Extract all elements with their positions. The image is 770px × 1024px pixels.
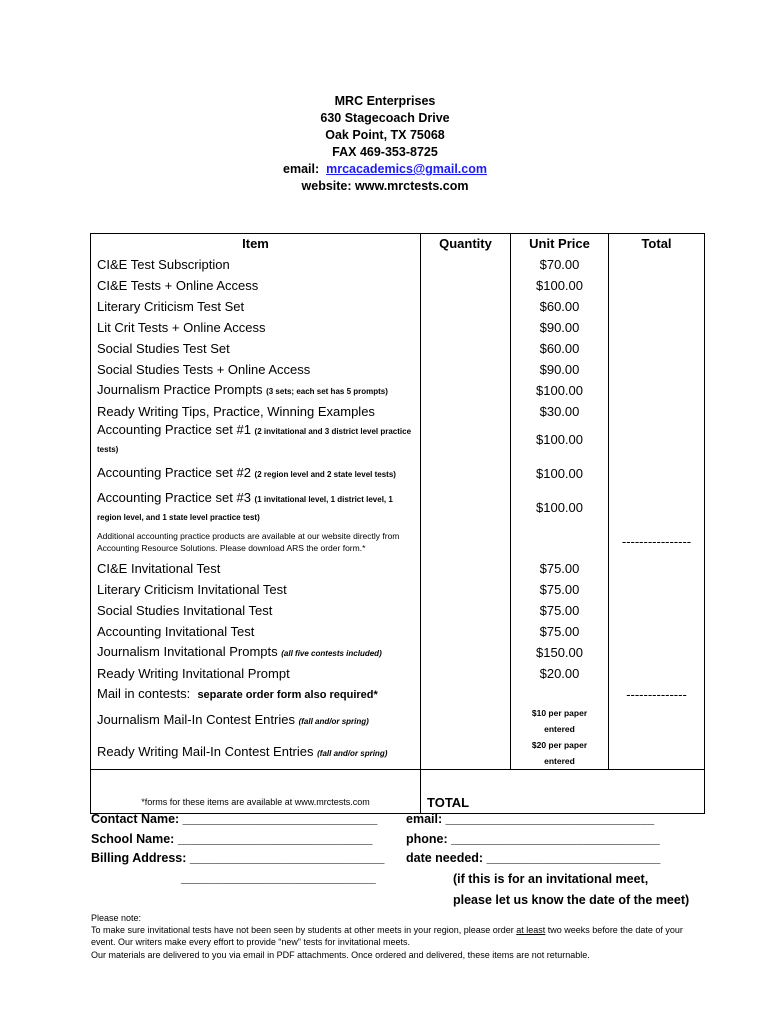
unit-price: $75.00 [511, 600, 609, 621]
quantity-cell[interactable] [421, 663, 511, 684]
table-row [91, 684, 705, 705]
quantity-cell[interactable] [421, 579, 511, 600]
item-note: (fall and/or spring) [298, 717, 369, 726]
unit-price: $30.00 [511, 401, 609, 422]
quantity-cell[interactable] [421, 380, 511, 401]
header-unit-price: Unit Price [511, 234, 609, 255]
unit-price: $100.00 [511, 380, 609, 401]
table-row [91, 558, 705, 579]
quantity-cell[interactable] [421, 458, 511, 490]
quantity-cell [421, 684, 511, 705]
total-cell[interactable] [609, 422, 705, 458]
unit-price: $100.00 [511, 458, 609, 490]
table-row [91, 737, 705, 770]
item-note: separate order form also required* [197, 689, 378, 701]
header-total: Total [609, 234, 705, 255]
quantity-cell[interactable] [421, 490, 511, 526]
header-quantity: Quantity [421, 234, 511, 255]
row-item: Ready Writing Tips, Practice, Winning Examples [91, 401, 421, 422]
item-name: Mail in contests: [97, 686, 191, 701]
table-row [91, 458, 705, 490]
quantity-cell[interactable] [421, 359, 511, 380]
city-address: Oak Point, TX 75068 [325, 128, 445, 142]
row-item [91, 490, 421, 526]
item-note: (all five contests included) [281, 648, 382, 658]
table-row [91, 422, 705, 458]
invitational-note [453, 869, 689, 911]
grand-total-cell[interactable] [609, 770, 705, 814]
item-note: (1 invitational level, 1 district level, 1 region level, and 1 state level practice test) [97, 495, 393, 522]
total-cell[interactable] [609, 490, 705, 526]
item-note: (fall and/or spring) [317, 749, 388, 758]
table-row [91, 275, 705, 296]
quantity-cell[interactable] [421, 705, 511, 737]
unit-price: $60.00 [511, 338, 609, 359]
quantity-cell[interactable] [421, 642, 511, 663]
total-cell[interactable] [609, 579, 705, 600]
total-cell[interactable] [609, 275, 705, 296]
row-item [91, 642, 421, 663]
total-cell[interactable] [609, 296, 705, 317]
item-name: Accounting Practice set #3 [97, 490, 251, 505]
note-line-1a: To make sure invitational tests have not been seen by students at other meets in your region, please order [91, 925, 517, 936]
contact-name-field[interactable]: Contact Name: ____________________________ [91, 812, 378, 826]
row-item [91, 458, 421, 490]
total-cell[interactable] [609, 359, 705, 380]
order-table [90, 233, 705, 814]
table-row [91, 526, 705, 558]
quantity-cell[interactable] [421, 600, 511, 621]
unit-price [511, 526, 609, 558]
quantity-cell[interactable] [421, 422, 511, 458]
please-note [91, 912, 691, 961]
table-footer [91, 770, 705, 814]
unit-price: $75.00 [511, 579, 609, 600]
unit-price: $100.00 [511, 490, 609, 526]
table-header [91, 234, 705, 255]
row-item: CI&E Tests + Online Access [91, 275, 421, 296]
total-dashes: ---------------- [609, 526, 705, 558]
quantity-cell[interactable] [421, 621, 511, 642]
item-name: Journalism Mail-In Contest Entries [97, 712, 295, 727]
email-field[interactable]: email: ______________________________ [406, 812, 655, 826]
row-item: Accounting Invitational Test [91, 621, 421, 642]
total-cell[interactable] [609, 401, 705, 422]
unit-price: $20 per paper entered [511, 737, 609, 770]
contact-right [406, 810, 660, 869]
table-row [91, 317, 705, 338]
table-row [91, 359, 705, 380]
unit-price [511, 684, 609, 705]
quantity-cell[interactable] [421, 737, 511, 770]
total-spacer [511, 770, 609, 814]
unit-price: $70.00 [511, 254, 609, 275]
row-item: Social Studies Tests + Online Access [91, 359, 421, 380]
website-line: website: www.mrctests.com [301, 179, 469, 193]
unit-price: $90.00 [511, 317, 609, 338]
quantity-cell[interactable] [421, 401, 511, 422]
total-cell[interactable] [609, 338, 705, 359]
row-item [91, 737, 421, 770]
item-note: (3 sets; each set has 5 prompts) [266, 386, 388, 396]
phone-field[interactable]: phone: ______________________________ [406, 831, 660, 846]
table-row [91, 254, 705, 275]
note-line-1b: two weeks before the date of your event. Our writers make every effort to provide “new” tests for invitational meets. [91, 925, 683, 948]
quantity-cell[interactable] [421, 296, 511, 317]
table-row [91, 663, 705, 684]
table-row [91, 338, 705, 359]
table-row [91, 705, 705, 737]
row-item: Literary Criticism Test Set [91, 296, 421, 317]
total-cell[interactable] [609, 558, 705, 579]
accounting-note: Additional accounting practice products are available at our website directly from Accounting Resource Solutions. Please download ARS the order form.* [91, 526, 421, 558]
email-line [0, 161, 770, 178]
table-row [91, 401, 705, 422]
item-name: Journalism Practice Prompts [97, 381, 263, 397]
total-cell[interactable] [609, 705, 705, 737]
total-cell[interactable] [609, 380, 705, 401]
table-row [91, 579, 705, 600]
item-note: (2 region level and 2 state level tests) [254, 470, 396, 479]
company-name: MRC Enterprises [334, 94, 436, 108]
total-cell[interactable] [609, 663, 705, 684]
unit-price: $75.00 [511, 621, 609, 642]
row-item [91, 422, 421, 458]
table-row [91, 490, 705, 526]
table-row [91, 380, 705, 401]
school-name-field[interactable]: School Name: ____________________________ [91, 831, 373, 846]
quantity-cell[interactable] [421, 317, 511, 338]
email-link[interactable]: mrcacademics@gmail.com [326, 162, 487, 176]
invitational-note-line-2: please let us know the date of the meet) [453, 893, 690, 907]
table-row [91, 642, 705, 663]
billing-address-field[interactable]: Billing Address: ____________________________ [91, 851, 385, 865]
total-cell[interactable] [609, 317, 705, 338]
row-item: CI&E Invitational Test [91, 558, 421, 579]
total-cell[interactable] [609, 254, 705, 275]
total-cell[interactable] [609, 600, 705, 621]
total-label: TOTAL [421, 770, 511, 814]
total-cell[interactable] [609, 737, 705, 770]
row-item: Literary Criticism Invitational Test [91, 579, 421, 600]
unit-price: $90.00 [511, 359, 609, 380]
item-name: Ready Writing Mail-In Contest Entries [97, 744, 314, 759]
unit-price: $100.00 [511, 422, 609, 458]
date-needed-field[interactable]: date needed: _________________________ [406, 851, 661, 865]
row-item [91, 705, 421, 737]
total-cell[interactable] [609, 458, 705, 490]
note-title: Please note: [91, 913, 142, 923]
letterhead [0, 93, 770, 195]
unit-price: $150.00 [511, 642, 609, 663]
note-line-2: Our materials are delivered to you via email in PDF attachments. Once ordered and delivered, these items are not returnable. [91, 949, 590, 960]
table-row [91, 600, 705, 621]
row-item [91, 684, 421, 705]
total-cell[interactable] [609, 642, 705, 663]
unit-price: $10 per paper entered [511, 705, 609, 737]
total-dashes: -------------- [609, 684, 705, 705]
note-emphasis: at least [516, 925, 546, 936]
quantity-cell [421, 526, 511, 558]
quantity-cell[interactable] [421, 254, 511, 275]
forms-note: *forms for these items are available at www.mrctests.com [91, 770, 421, 814]
invitational-note-line-1: (if this is for an invitational meet, [453, 872, 649, 886]
table-row [91, 296, 705, 317]
item-name: Accounting Practice set #2 [97, 465, 251, 480]
row-item [91, 380, 421, 401]
unit-price: $60.00 [511, 296, 609, 317]
row-item: Lit Crit Tests + Online Access [91, 317, 421, 338]
unit-price: $20.00 [511, 663, 609, 684]
item-name: Accounting Practice set #1 [97, 422, 251, 437]
email-label: email: [283, 162, 320, 176]
header-item: Item [91, 234, 421, 255]
item-note: (2 invitational and 3 district level practice tests) [97, 427, 412, 454]
street-address: 630 Stagecoach Drive [320, 111, 450, 125]
row-item: Social Studies Test Set [91, 338, 421, 359]
fax-number: FAX 469-353-8725 [332, 145, 438, 159]
table-row [91, 621, 705, 642]
note-line-1 [91, 924, 691, 948]
billing-address-line-2[interactable]: ____________________________ [181, 871, 376, 885]
quantity-cell[interactable] [421, 558, 511, 579]
total-cell[interactable] [609, 621, 705, 642]
item-name: Journalism Invitational Prompts [97, 643, 278, 659]
unit-price: $75.00 [511, 558, 609, 579]
row-item: CI&E Test Subscription [91, 254, 421, 275]
quantity-cell[interactable] [421, 338, 511, 359]
row-item: Social Studies Invitational Test [91, 600, 421, 621]
unit-price: $100.00 [511, 275, 609, 296]
quantity-cell[interactable] [421, 275, 511, 296]
row-item: Ready Writing Invitational Prompt [91, 663, 421, 684]
contact-left [91, 810, 385, 869]
